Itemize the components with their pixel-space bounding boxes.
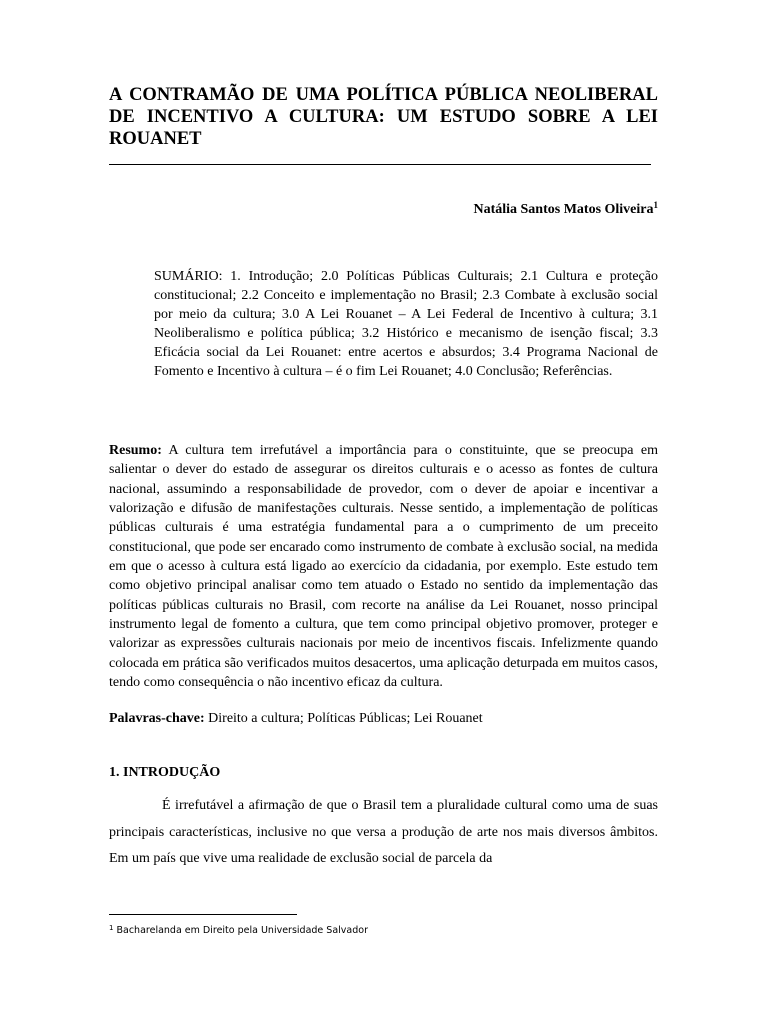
title-underline <box>109 164 651 165</box>
footnote-separator <box>109 914 297 915</box>
section-body: É irrefutável a afirmação de que o Brasil tem a pluralidade cultural como uma de suas principais características, inclusive no que versa a produção de arte nos mais diversos âmbitos. Em um país que vive uma realidade de exclusão social de parcela da <box>109 798 658 866</box>
author-name: Natália Santos Matos Oliveira <box>473 202 654 217</box>
footnote-text: Bacharelanda em Direito pela Universidade Salvador <box>116 925 368 936</box>
table-of-contents: SUMÁRIO: 1. Introdução; 2.0 Políticas Públicas Culturais; 2.1 Cultura e proteção constitucional; 2.2 Conceito e implementação no Brasil; 2.3 Combate à exclusão social por meio da cultura; 3.0 A Lei Rouanet – A Lei Federal de Incentivo à cultura; 3.1 Neoliberalismo e política pública; 3.2 Histórico e mecanismo de isenção fiscal; 3.3 Eficácia social da Lei Rouanet: entre acertos e absurdos; 3.4 Programa Nacional de Fomento e Incentivo à cultura – é o fim Lei Rouanet; 4.0 Conclusão; Referências. <box>154 269 658 380</box>
section-heading: 1. INTRODUÇÃO <box>109 765 221 780</box>
footnote <box>109 921 368 938</box>
abstract <box>109 441 658 692</box>
abstract-text: A cultura tem irrefutável a importância para o constituinte, que se preocupa em salientar o dever do estado de assegurar os direitos culturais e o acesso as fontes de cultura nacional, assumindo a responsabilidade de provedor, com o dever de apoiar e incentivar a valorização e difusão de manifestações culturais. Nesse sentido, a implementação de políticas públicas culturais é uma estratégia fundamental para a o cumprimento de um preceito constitucional, que pode ser encarado como instrumento de combate à exclusão social, na medida em que o acesso à cultura está ligado ao exercício da cidadania, por exemplo. Este estudo tem como objetivo principal analisar como tem atuado o Estado no sentido da implementação das políticas públicas culturais no Brasil, com recorte na análise da Lei Rouanet, nosso principal instrumento legal de fomento a cultura, que tem como principal objetivo promover, proteger e valorizar as expressões culturais nacionais por meio de incentivos fiscais. Infelizmente quando colocada em prática são verificados muitos desacertos, uma aplicação deturpada em muitos casos, tendo como consequência o não incentivo eficaz da cultura. <box>109 443 658 691</box>
footnote-marker: 1 <box>109 924 114 932</box>
keywords <box>109 709 658 728</box>
abstract-label: Resumo: <box>109 443 162 458</box>
keywords-text: Direito a cultura; Políticas Públicas; Lei Rouanet <box>208 711 483 726</box>
paper-title: A CONTRAMÃO DE UMA POLÍTICA PÚBLICA NEOLIBERAL DE INCENTIVO A CULTURA: UM ESTUDO SOBRE A LEI ROUANET <box>109 85 658 149</box>
author-line <box>473 196 658 219</box>
author-footnote-marker: 1 <box>653 200 658 210</box>
keywords-label: Palavras-chave: <box>109 711 205 726</box>
